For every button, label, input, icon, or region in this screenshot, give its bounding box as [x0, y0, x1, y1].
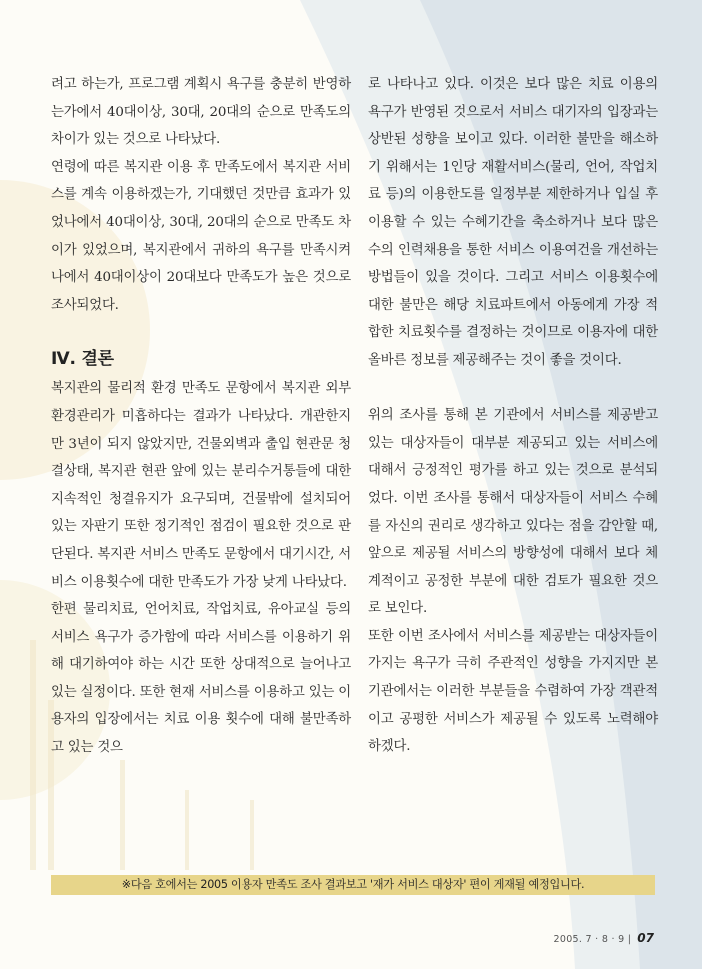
left-paragraph-2: 연령에 따른 복지관 이용 후 만족도에서 복지관 서비스를 계속 이용하겠는가, 기대했던 것만큼 효과가 있었나에서 40대이상, 30대, 20대의 순으로 만족도 차이가 있었으며, 복지관에서 귀하의 욕구를 만족시켜나에서 40대이상이 20대보다 만족도가 높은 것으로 조사되었다.	[51, 159, 351, 313]
right-paragraph-1: 로 나타나고 있다. 이것은 보다 많은 치료 이용의 욕구가 반영된 것으로서 서비스 대기자의 입장과는 상반된 성향을 보이고 있다. 이러한 불만을 해소하기 위해서는 1인당 재활서비스(물리, 언어, 작업치료 등)의 이용한도를 일정부분 제한하거나 입실 후 이용할 수 있는 수혜기간을 축소하거나 보다 많은 수의 인력채용을 통한 서비스 이용여건을 개선하는 방법들이 있을 것이다. 그리고 서비스 이용횟수에 대한 불만은 해당 치료파트에서 아동에게 가장 적합한 치료횟수를 결정하는 것이므로 이용자에 대한 올바른 정보를 제공해주는 것이 좋을 것이다.	[368, 77, 658, 368]
section-heading-conclusion: Ⅳ. 결론	[51, 349, 114, 370]
page-number: 07	[637, 931, 654, 945]
next-issue-notice: ※다음 호에서는 2005 이용자 만족도 조사 결과보고 '재가 서비스 대상자' 편이 게재될 예정입니다.	[51, 875, 655, 895]
paragraph-gap	[368, 375, 658, 403]
right-column	[368, 71, 658, 761]
right-paragraph-3: 또한 이번 조사에서 서비스를 제공받는 대상자들이 가지는 욕구가 극히 주관적인 성향을 가지지만 본 기관에서는 이러한 부분들을 수렴하여 가장 객관적이고 공평한 서비스가 제공될 수 있도록 노력해야 하겠다.	[368, 628, 658, 755]
page-footer	[554, 931, 655, 945]
issue-date: 2005. 7 · 8 · 9 |	[553, 934, 632, 945]
right-paragraph-2: 위의 조사를 통해 본 기관에서 서비스를 제공받고 있는 대상자들이 대부분 제공되고 있는 서비스에 대해서 긍정적인 평가를 하고 있는 것으로 분석되었다. 이번 조사를 통해서 대상자들이 서비스 수혜를 자신의 권리로 생각하고 있다는 점을 감안할 때, 앞으로 제공될 서비스의 방향성에 대해서 보다 체계적이고 공정한 부분에 대한 검토가 필요한 것으로 보인다.	[368, 408, 658, 617]
left-paragraph-4: 한편 물리치료, 언어치료, 작업치료, 유아교실 등의 서비스 욕구가 증가함에 따라 서비스를 이용하기 위해 대기하여야 하는 시간 또한 상대적으로 늘어나고 있는 실정이다. 또한 현재 서비스를 이용하고 있는 이용자의 입장에서는 치료 이용 횟수에 대해 불만족하고 있는 것으	[51, 602, 351, 756]
left-paragraph-1: 려고 하는가, 프로그램 계획시 욕구를 충분히 반영하는가에서 40대이상, 30대, 20대의 순으로 만족도의 차이가 있는 것으로 나타났다.	[51, 77, 351, 148]
left-paragraph-3: 복지관의 물리적 환경 만족도 문항에서 복지관 외부 환경관리가 미흡하다는 결과가 나타났다. 개관한지 만 3년이 되지 않았지만, 건물외벽과 출입 현관문 청결상태, 복지관 현관 앞에 있는 분리수거통들에 대한 지속적인 청결유지가 요구되며, 건물밖에 설치되어 있는 자판기 또한 정기적인 점검이 필요한 것으로 판단된다. 복지관 서비스 만족도 문항에서 대기시간, 서비스 이용횟수에 대한 만족도가 가장 낮게 나타났다.	[51, 381, 351, 590]
left-column	[51, 71, 351, 762]
